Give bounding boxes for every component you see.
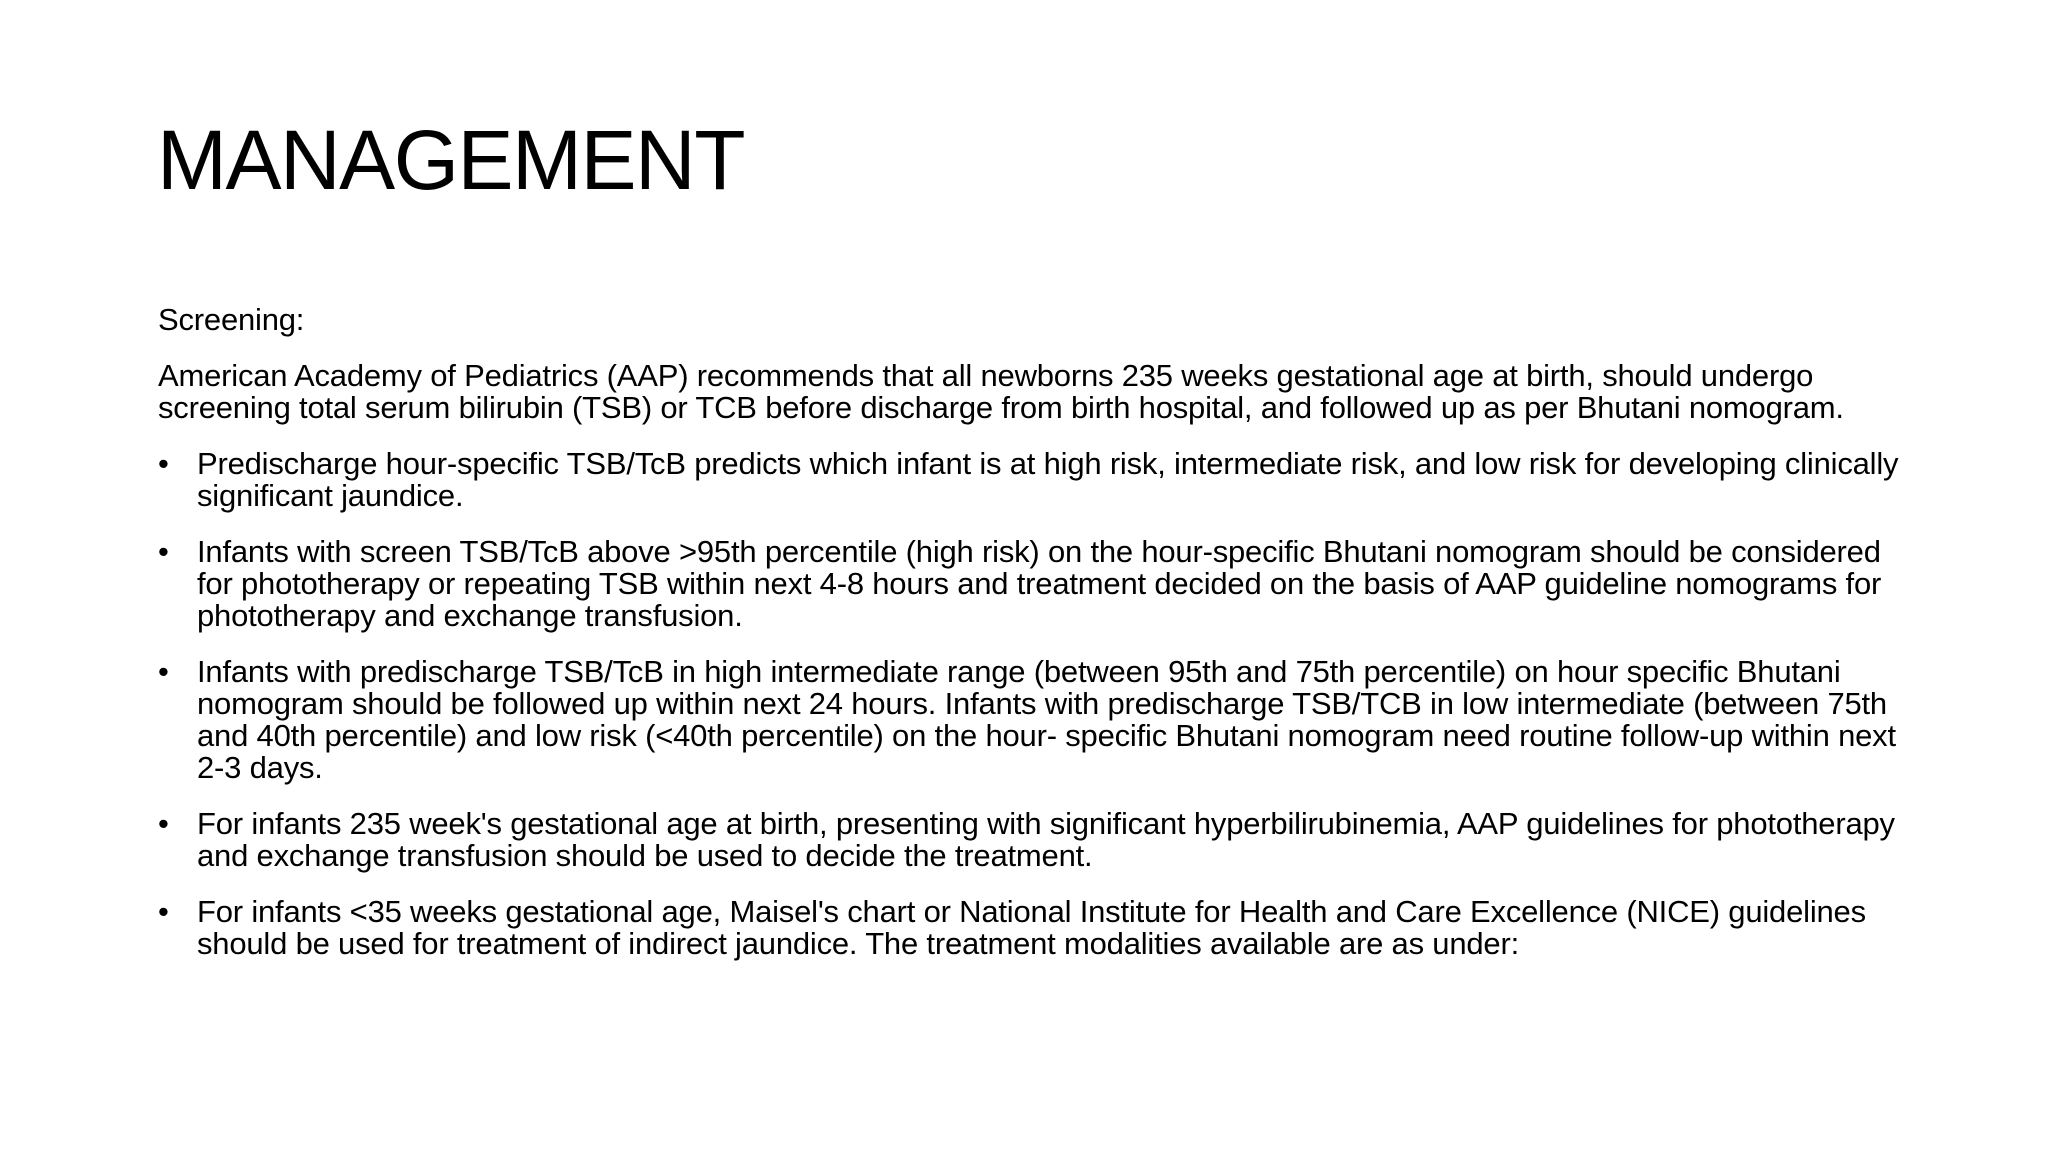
bullet-icon: • [158,654,169,689]
bullet-text: For infants 235 week's gestational age at birth, presenting with significant hyperbilirubinemia, AAP guidelines for phototherapy and exchange transfusion should be used to decide the treatment. [197,806,1895,873]
bullet-icon: • [158,534,169,569]
bullet-icon: • [158,446,169,481]
bullet-item [158,536,1918,632]
bullet-text: Predischarge hour-specific TSB/TcB predicts which infant is at high risk, intermediate risk, and low risk for developing clinically significant jaundice. [197,446,1899,513]
bullet-item [158,656,1918,784]
bullet-text: For infants <35 weeks gestational age, Maisel's chart or National Institute for Health and Care Excellence (NICE) guidelines should be used for treatment of indirect jaundice. The treatment modalities available are as under: [197,894,1866,961]
bullet-icon: • [158,806,169,841]
bullet-list [158,448,1918,960]
slide-body [158,304,1918,984]
slide-title: MANAGEMENT [157,113,745,207]
bullet-text: Infants with predischarge TSB/TcB in high intermediate range (between 95th and 75th percentile) on hour specific Bhutani nomogram should be followed up within next 24 hours. Infants with predischarge TSB/TCB in low intermediate (between 75th and 40th percentile) and low risk (<40th percentile) on the hour- specific Bhutani nomogram need routine follow-up within next 2-3 days. [197,654,1896,785]
screening-heading: Screening: [158,302,305,337]
bullet-item [158,808,1918,872]
bullet-text: Infants with screen TSB/TcB above >95th percentile (high risk) on the hour-specific Bhutani nomogram should be considered for phototherapy or repeating TSB within next 4-8 hours and treatment decided on the basis of AAP guideline nomograms for phototherapy and exchange transfusion. [197,534,1882,633]
bullet-icon: • [158,894,169,929]
intro-paragraph: American Academy of Pediatrics (AAP) recommends that all newborns 235 weeks gestational age at birth, should undergo screening total serum bilirubin (TSB) or TCB before discharge from birth hospital, and followed up as per Bhutani nomogram. [158,358,1844,425]
bullet-item [158,448,1918,512]
bullet-item [158,896,1918,960]
